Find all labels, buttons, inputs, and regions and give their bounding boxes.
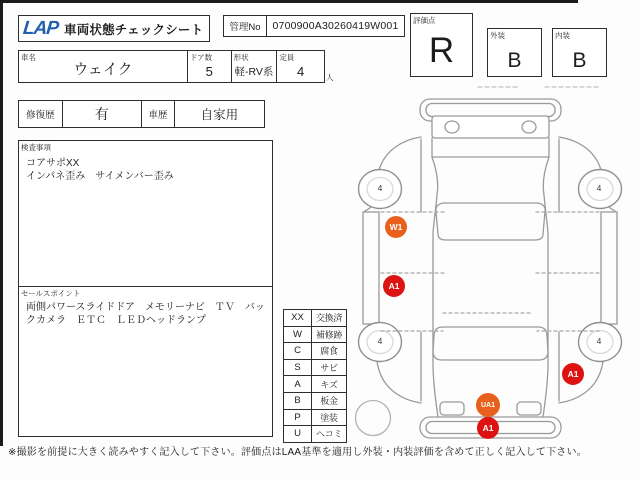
legend-row (284, 343, 346, 360)
history-table (18, 100, 265, 128)
logo-title-box (18, 15, 210, 42)
legend-row (284, 376, 346, 393)
exterior-grade-value: B (507, 48, 522, 72)
inspection-section (19, 141, 272, 287)
damage-marker-a1: A1 (383, 275, 405, 297)
legend-row (284, 327, 346, 344)
legend-code: A (284, 376, 312, 392)
management-number-box (223, 15, 405, 37)
legend-code: B (284, 393, 312, 409)
sales-points-text: 両側パワースライドドア メモリーナビ ＴＶ バックカメラ ＥＴＣ ＬＥＤヘッドランプ (26, 302, 265, 326)
legend-label: キズ (320, 379, 338, 390)
wheel-grade-front-right: 4 (596, 336, 602, 346)
evaluation-score-label: 評価点 (413, 16, 436, 25)
damage-marker-a1: A1 (477, 417, 499, 439)
interior-grade-label: 内装 (555, 31, 570, 40)
legend-label: 板金 (320, 396, 338, 407)
wheel-grade-front-left: 4 (377, 336, 383, 346)
legend-code: XX (284, 310, 312, 326)
footer-note: ※撮影を前提に大きく読みやすく記入して下さい。評価点はLAA基準を適用し外装・内装評価を含めて正しく記入して下さい。 (8, 447, 587, 458)
photo-left-edge (0, 0, 3, 446)
management-number-label: 管理No (224, 16, 267, 36)
lap-logo: LAP (21, 17, 60, 39)
damage-marker-ua1: UA1 (476, 393, 500, 417)
car-name-cell (19, 51, 188, 82)
evaluation-score-box (410, 13, 473, 77)
inspection-line: コアサポXX (26, 158, 80, 169)
damage-marker-w1: W1 (385, 216, 407, 238)
capacity-unit: 人 (326, 73, 334, 82)
sales-points-section (19, 287, 272, 436)
legend-code: S (284, 360, 312, 376)
legend-label: 補修跡 (315, 329, 343, 340)
legend-row (284, 426, 346, 442)
photo-top-edge (0, 0, 578, 3)
usage-history-value: 自家用 (200, 108, 239, 122)
damage-marker-a1: A1 (562, 363, 584, 385)
wheel-grade-rear-right: 4 (596, 183, 602, 193)
vehicle-info-table (18, 50, 325, 83)
repair-history-label: 修復歴 (19, 101, 63, 127)
capacity-label: 定員 (279, 53, 295, 62)
shape-value: 軽-RV系 (234, 66, 274, 78)
interior-grade-value: B (572, 48, 587, 72)
capacity-value: 4 (297, 64, 305, 79)
capacity-cell (277, 51, 324, 82)
wheel-grade-rear-left: 4 (377, 183, 383, 193)
shape-cell (232, 51, 278, 82)
doors-value: 5 (205, 64, 213, 79)
inspection-line: インパネ歪み サイメンバー歪み (26, 171, 174, 182)
legend-label: サビ (320, 363, 338, 374)
car-name-label: 車名 (21, 53, 36, 62)
inspection-sales-box (18, 140, 273, 437)
exterior-grade-label: 外装 (490, 31, 505, 40)
doors-cell (188, 51, 232, 82)
marker-layer (355, 85, 640, 457)
evaluation-score-value: R (428, 31, 455, 70)
usage-history-label: 車歴 (142, 101, 175, 127)
legend-row (284, 310, 346, 327)
legend-code: W (284, 327, 312, 343)
car-name-value: ウェイク (73, 61, 133, 78)
repair-history-value: 有 (63, 101, 142, 127)
legend-row (284, 410, 346, 427)
doors-label: ドア数 (189, 53, 213, 62)
legend-label: ヘコミ (315, 429, 343, 440)
legend-label: 塗装 (320, 412, 338, 423)
legend-code: P (284, 410, 312, 426)
sheet-title: 車両状態チェックシート (64, 22, 204, 37)
inspection-label: 検査事項 (21, 143, 51, 152)
exterior-grade-box (487, 28, 542, 77)
legend-code: U (284, 426, 312, 442)
interior-grade-box (552, 28, 607, 77)
shape-label: 形状 (233, 53, 249, 62)
legend-row (284, 360, 346, 377)
damage-legend-table (283, 309, 347, 443)
legend-label: 交換済 (315, 313, 343, 324)
legend-label: 腐食 (320, 346, 338, 357)
legend-row (284, 393, 346, 410)
legend-code: C (284, 343, 312, 359)
sales-points-label: セールスポイント (21, 289, 81, 298)
car-damage-diagram (355, 85, 640, 457)
management-number-value: 0700900A30260419W001 (272, 20, 399, 32)
